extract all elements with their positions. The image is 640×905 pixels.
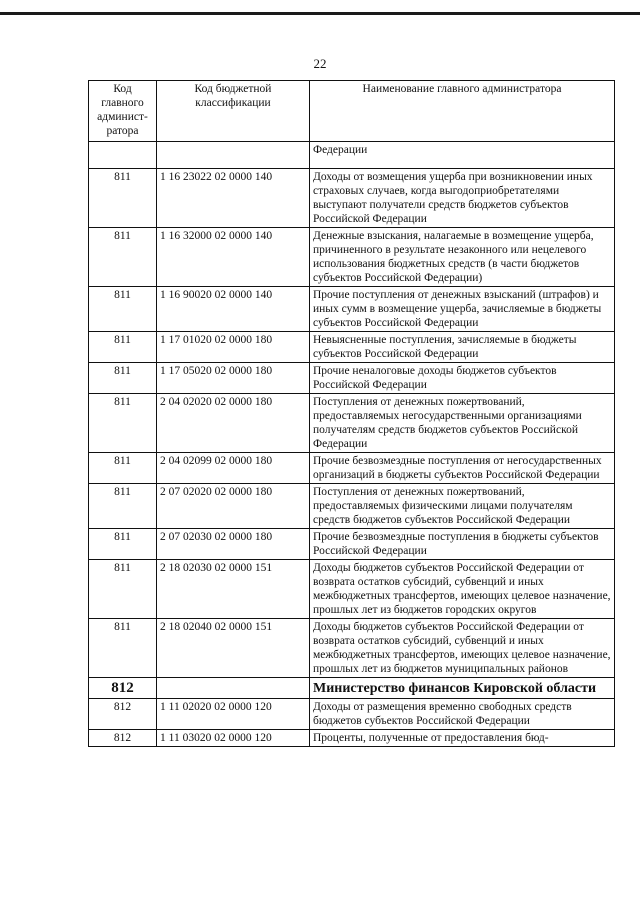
header-admin-code: Код главного админист-ратора [89,81,157,142]
admin-code-cell: 812 [89,730,157,747]
table-header-row [89,81,615,142]
table-row [89,699,615,730]
admin-name-cell: Денежные взыскания, налагаемые в возмещение ущерба, причиненного в результате незаконного или нецелевого использования бюджетных средств (в части бюджетов субъектов Российской Федерации) [310,228,615,287]
table-row [89,287,615,332]
admin-code-cell: 811 [89,287,157,332]
budget-code-cell: 1 11 02020 02 0000 120 [157,699,310,730]
header-admin-name: Наименование главного администратора [310,81,615,142]
table-cell [89,142,157,169]
page-number: 22 [313,56,327,71]
budget-code-cell: 2 18 02040 02 0000 151 [157,619,310,678]
admin-name-cell: Прочие безвозмездные поступления от негосударственных организаций в бюджеты субъектов Российской Федерации [310,453,615,484]
budget-code-cell: 1 17 01020 02 0000 180 [157,332,310,363]
continuation-text: Федерации [310,142,615,169]
budget-admin-table [88,80,615,747]
budget-code-cell: 2 04 02099 02 0000 180 [157,453,310,484]
admin-code-cell: 811 [89,619,157,678]
table-row [89,169,615,228]
admin-code-cell: 811 [89,529,157,560]
admin-code-cell: 811 [89,363,157,394]
table-row [89,560,615,619]
table-row [89,363,615,394]
admin-name-cell: Доходы от возмещения ущерба при возникновении иных страховых случаев, когда выгодоприобретателями выступают получатели средств бюджетов субъектов Российской Федерации [310,169,615,228]
admin-code-cell: 812 [89,678,157,699]
budget-code-cell: 1 17 05020 02 0000 180 [157,363,310,394]
budget-code-cell: 1 16 32000 02 0000 140 [157,228,310,287]
admin-code-cell: 812 [89,699,157,730]
admin-name-cell: Поступления от денежных пожертвований, предоставляемых негосударственными организациями получателям средств бюджетов субъектов Российской Федерации [310,394,615,453]
admin-code-cell: 811 [89,394,157,453]
admin-code-cell: 811 [89,484,157,529]
table-row [89,332,615,363]
table-row [89,730,615,747]
budget-code-cell: 1 16 23022 02 0000 140 [157,169,310,228]
table-row [89,394,615,453]
admin-code-cell: 811 [89,560,157,619]
budget-code-cell: 2 07 02020 02 0000 180 [157,484,310,529]
continuation-row [89,142,615,169]
section-row [89,678,615,699]
admin-name-cell: Доходы бюджетов субъектов Российской Федерации от возврата остатков субсидий, субвенций и иных межбюджетных трансфертов, имеющих целевое назначение, прошлых лет из бюджетов городских округов [310,560,615,619]
budget-code-cell [157,678,310,699]
admin-name-cell: Невыясненные поступления, зачисляемые в бюджеты субъектов Российской Федерации [310,332,615,363]
table-row [89,453,615,484]
admin-name-cell: Доходы от размещения временно свободных средств бюджетов субъектов Российской Федерации [310,699,615,730]
budget-code-cell: 1 16 90020 02 0000 140 [157,287,310,332]
admin-name-cell: Прочие поступления от денежных взысканий (штрафов) и иных сумм в возмещение ущерба, зачисляемые в бюджеты субъектов Российской Федерации [310,287,615,332]
admin-code-cell: 811 [89,228,157,287]
budget-code-cell: 1 11 03020 02 0000 120 [157,730,310,747]
table-row [89,619,615,678]
admin-name-cell: Проценты, полученные от предоставления бюд- [310,730,615,747]
admin-code-cell: 811 [89,169,157,228]
budget-code-cell: 2 18 02030 02 0000 151 [157,560,310,619]
admin-name-cell: Прочие неналоговые доходы бюджетов субъектов Российской Федерации [310,363,615,394]
admin-name-cell: Прочие безвозмездные поступления в бюджеты субъектов Российской Федерации [310,529,615,560]
table-cell [157,142,310,169]
admin-name-cell: Доходы бюджетов субъектов Российской Федерации от возврата остатков субсидий, субвенций и иных межбюджетных трансфертов, имеющих целевое назначение, прошлых лет из бюджетов муниципальных районов [310,619,615,678]
admin-code-cell: 811 [89,453,157,484]
admin-code-cell: 811 [89,332,157,363]
admin-name-cell: Поступления от денежных пожертвований, предоставляемых физическими лицами получателям средств бюджетов субъектов Российской Федерации [310,484,615,529]
header-budget-code: Код бюджетной классификации [157,81,310,142]
budget-code-cell: 2 04 02020 02 0000 180 [157,394,310,453]
top-border-rule [0,12,640,15]
table-row [89,529,615,560]
budget-code-cell: 2 07 02030 02 0000 180 [157,529,310,560]
table-row [89,228,615,287]
table-row [89,484,615,529]
admin-name-cell: Министерство финансов Кировской области [310,678,615,699]
